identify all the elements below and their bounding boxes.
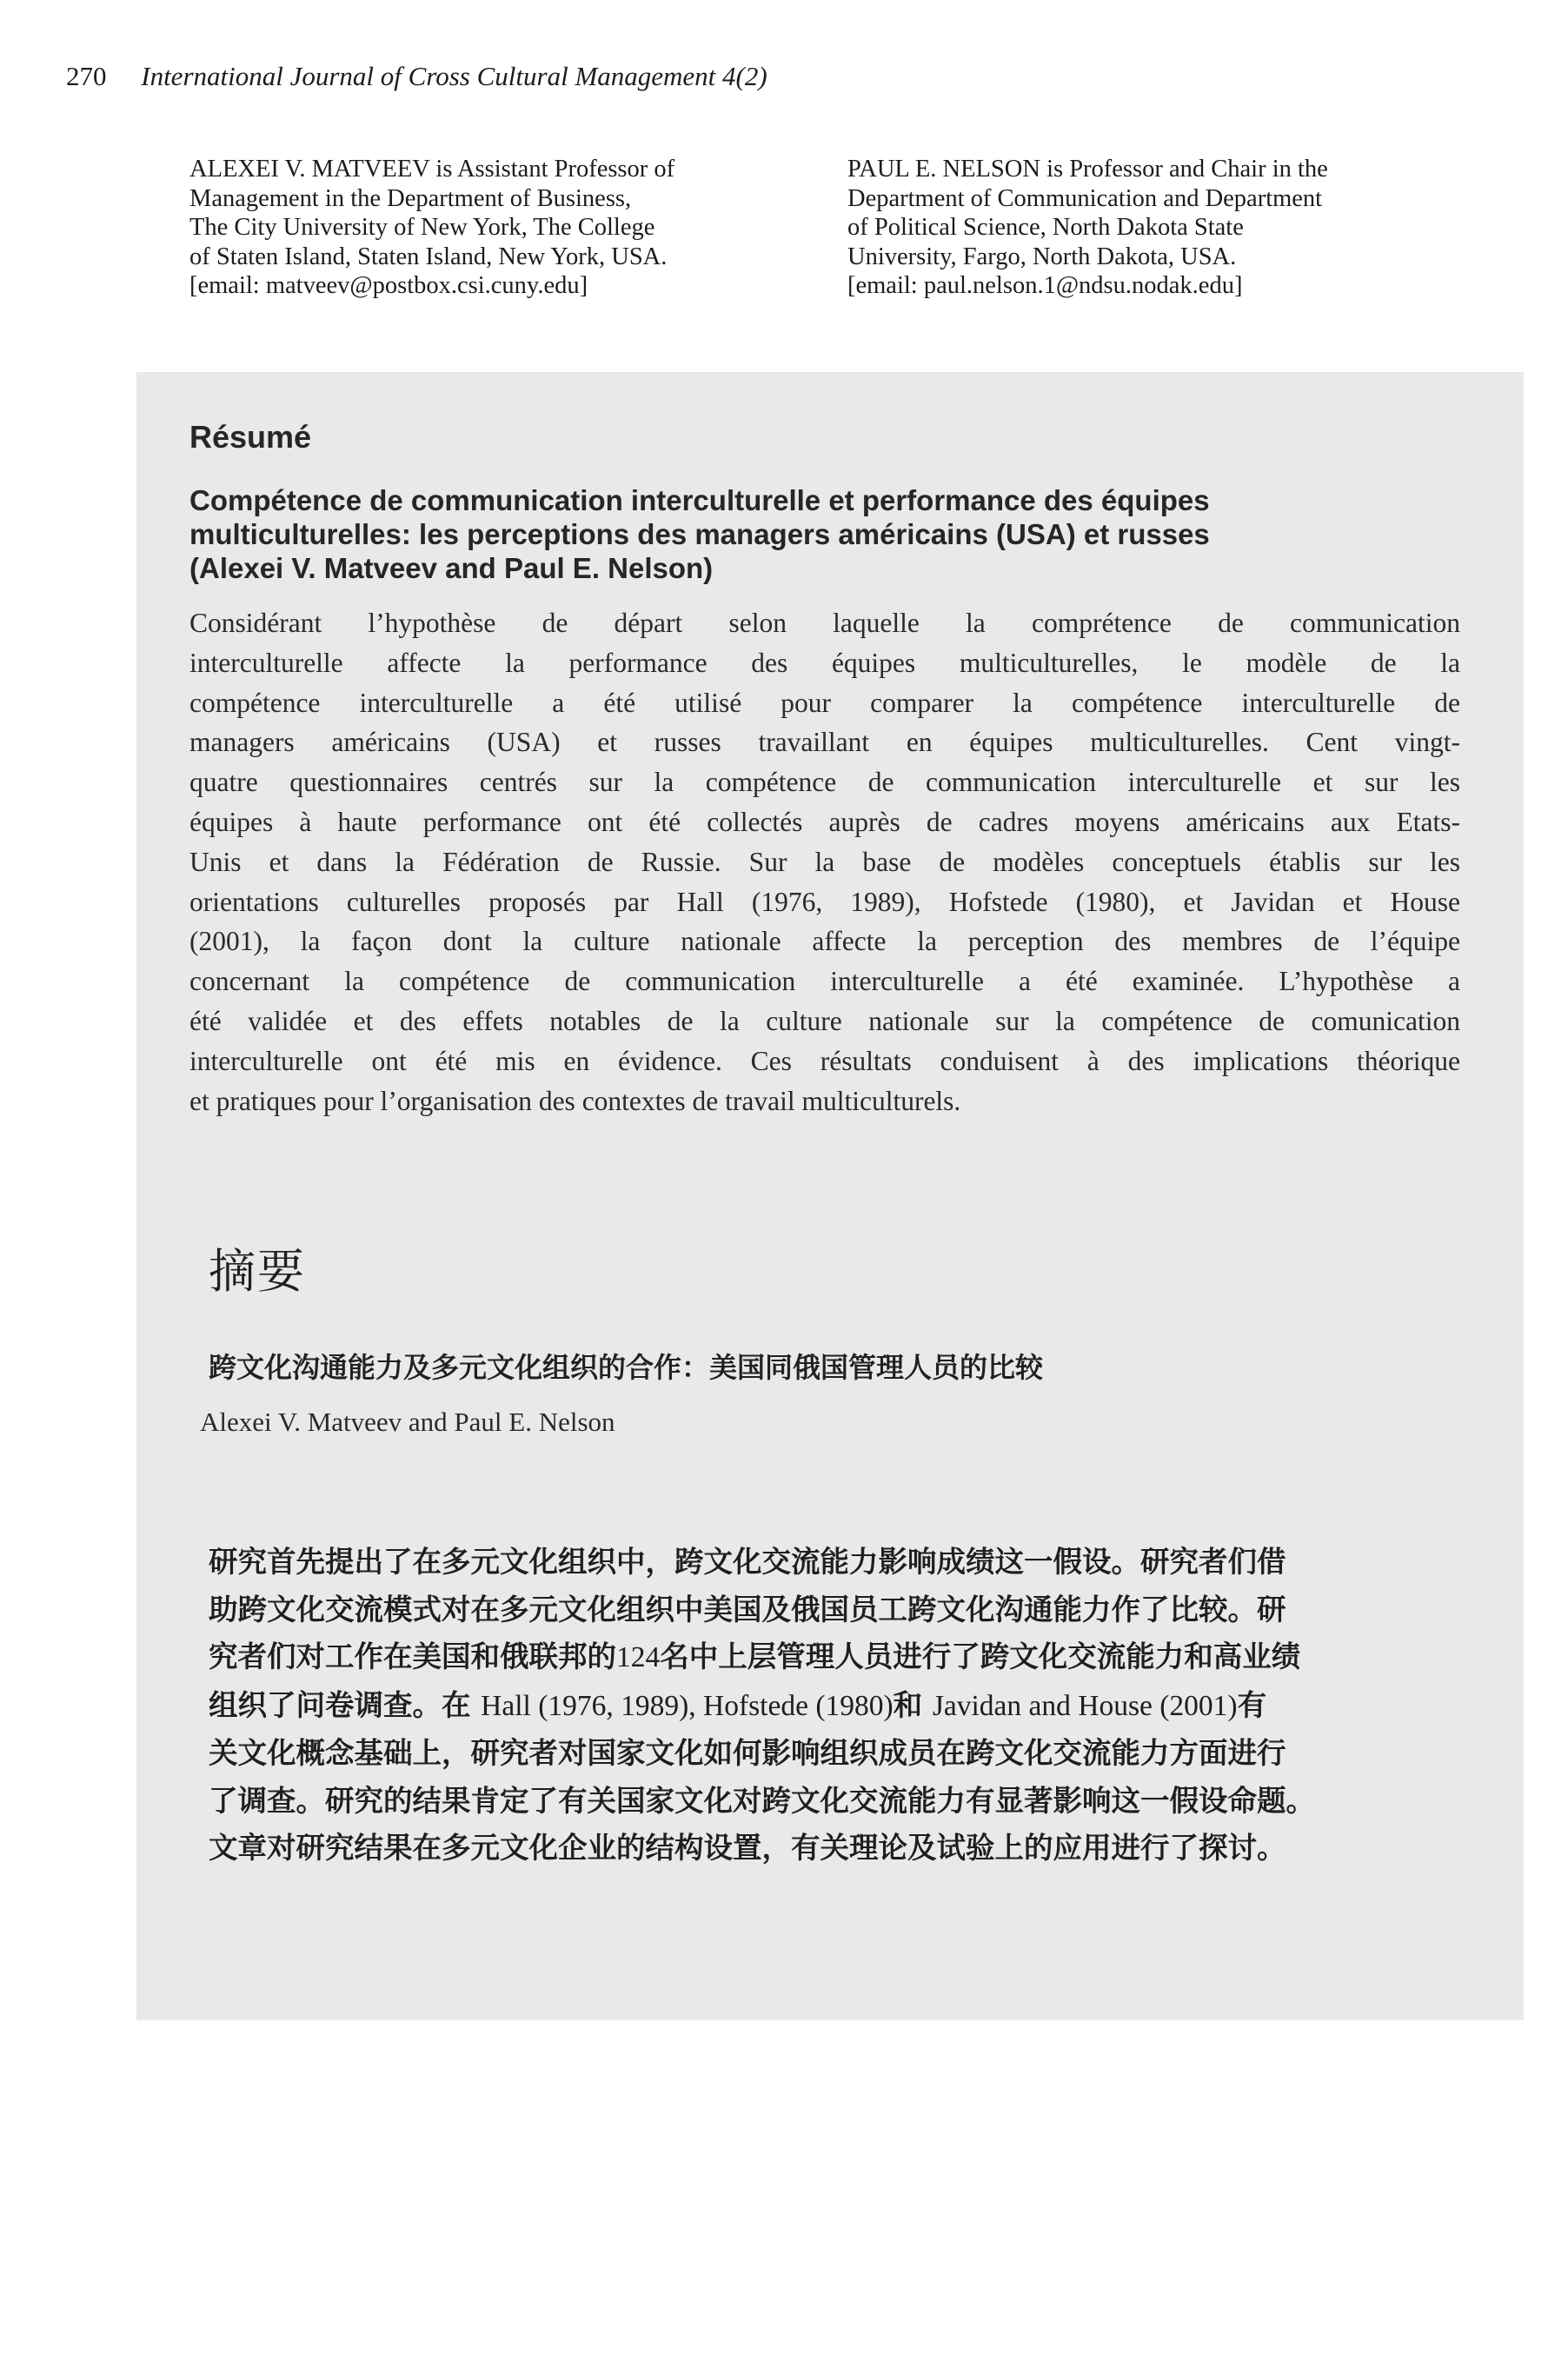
resume-body-line: orientations culturelles proposés par Hall (1976, 1989), Hofstede (1980), et Javidan et House — [189, 886, 1460, 917]
resume-body-line: compétence interculturelle a été utilisé pour comparer la compétence interculturelle de — [189, 687, 1460, 718]
chinese-body-segment: 名中上层管理人员进行了跨文化交流能力和高业绩 — [660, 1640, 1301, 1673]
resume-body-line: Unis et dans la Fédération de Russie. Sur la base de modèles conceptuels établis sur les — [189, 846, 1460, 877]
resume-title-line: (Alexei V. Matveev and Paul E. Nelson) — [189, 552, 714, 584]
page-number: 270 — [66, 61, 107, 91]
chinese-body-number: 124 — [616, 1641, 661, 1673]
author-bio-matveev — [189, 155, 815, 301]
resume-body-line: Considérant l’hypothèse de départ selon laquelle la comprétence de communication — [189, 608, 1460, 638]
resume-body-line: et pratiques pour l’organisation des contextes de travail multiculturels. — [189, 1085, 961, 1116]
chinese-body-citation: Javidan and House (2001) — [932, 1689, 1238, 1722]
resume-body-line: interculturelle affecte la performance des équipes multiculturelles, le modèle de la — [189, 647, 1460, 678]
journal-title: International Journal of Cross Cultural Management 4(2) — [141, 61, 767, 91]
bio-line: Department of Communication and Department — [847, 184, 1323, 212]
resume-body-line: interculturelle ont été mis en évidence. Ces résultats conduisent à des implications théorique — [189, 1045, 1460, 1076]
bio-email-line: [email: paul.nelson.1@ndsu.nodak.edu] — [847, 272, 1243, 299]
chinese-body-segment: 有 — [1237, 1687, 1267, 1722]
chinese-abstract-body — [209, 1539, 1473, 1872]
chinese-abstract-heading: 摘要 — [209, 1244, 306, 1299]
chinese-body-line — [209, 1682, 1473, 1731]
chinese-body-segment: 究者们对工作在美国和俄联邦的 — [209, 1640, 616, 1673]
chinese-abstract-authors: Alexei V. Matveev and Paul E. Nelson — [200, 1407, 615, 1437]
resume-body-line: été validée et des effets notables de la culture nationale sur la compétence de comunication — [189, 1005, 1460, 1036]
bio-line: of Political Science, North Dakota State — [847, 214, 1244, 241]
bio-email-line: [email: matveev@postbox.csi.cuny.edu] — [189, 272, 588, 299]
chinese-body-segment: 组织了问卷调查。在 — [209, 1687, 482, 1722]
resume-title-line: multiculturelles: les perceptions des managers américains (USA) et russes — [189, 518, 1210, 550]
resume-body-line: (2001), la façon dont la culture nationale affecte la perception des membres de l’équipe — [189, 926, 1460, 957]
chinese-body-line — [209, 1633, 1473, 1682]
resume-heading: Résumé — [189, 419, 312, 455]
resume-body-line: concernant la compétence de communication interculturelle a été examinée. L’hypothèse a — [189, 966, 1460, 997]
author-bio-nelson — [847, 155, 1473, 301]
running-head — [66, 61, 767, 92]
chinese-body-line: 助跨文化交流模式对在多元文化组织中美国及俄国员工跨文化沟通能力作了比较。研 — [209, 1592, 1286, 1626]
chinese-abstract-title: 跨文化沟通能力及多元文化组织的合作：美国同俄国管理人员的比较 — [209, 1351, 1044, 1384]
chinese-body-line: 文章对研究结果在多元文化企业的结构设置，有关理论及试验上的应用进行了探讨。 — [209, 1831, 1286, 1865]
bio-line: PAUL E. NELSON is Professor and Chair in the — [847, 156, 1328, 183]
chinese-body-line: 了调查。研究的结果肯定了有关国家文化对跨文化交流能力有显著影响这一假设命题。 — [209, 1783, 1315, 1818]
chinese-body-line: 关文化概念基础上，研究者对国家文化如何影响组织成员在跨文化交流能力方面进行 — [209, 1736, 1286, 1770]
resume-body-line: quatre questionnaires centrés sur la compétence de communication interculturelle et sur les — [189, 767, 1460, 798]
chinese-body-segment: 和 — [893, 1687, 933, 1722]
resume-body-line: managers américains (USA) et russes travaillant en équipes multiculturelles. Cent vingt- — [189, 727, 1460, 758]
resume-title-line: Compétence de communication interculturelle et performance des équipes — [189, 484, 1210, 516]
bio-line: Management in the Department of Business, — [189, 184, 632, 212]
chinese-body-citation: Hall (1976, 1989), Hofstede (1980) — [481, 1689, 894, 1722]
bio-line: of Staten Island, Staten Island, New York, USA. — [189, 243, 668, 270]
resume-body — [189, 603, 1460, 1121]
resume-title — [189, 483, 1467, 585]
bio-line: University, Fargo, North Dakota, USA. — [847, 243, 1237, 270]
resume-body-line: équipes à haute performance ont été collectés auprès de cadres moyens américains aux Etats- — [189, 806, 1460, 837]
bio-line: The City University of New York, The College — [189, 214, 655, 241]
chinese-body-line: 研究首先提出了在多元文化组织中，跨文化交流能力影响成绩这一假设。研究者们借 — [209, 1545, 1286, 1579]
bio-line: ALEXEI V. MATVEEV is Assistant Professor of — [189, 156, 675, 183]
